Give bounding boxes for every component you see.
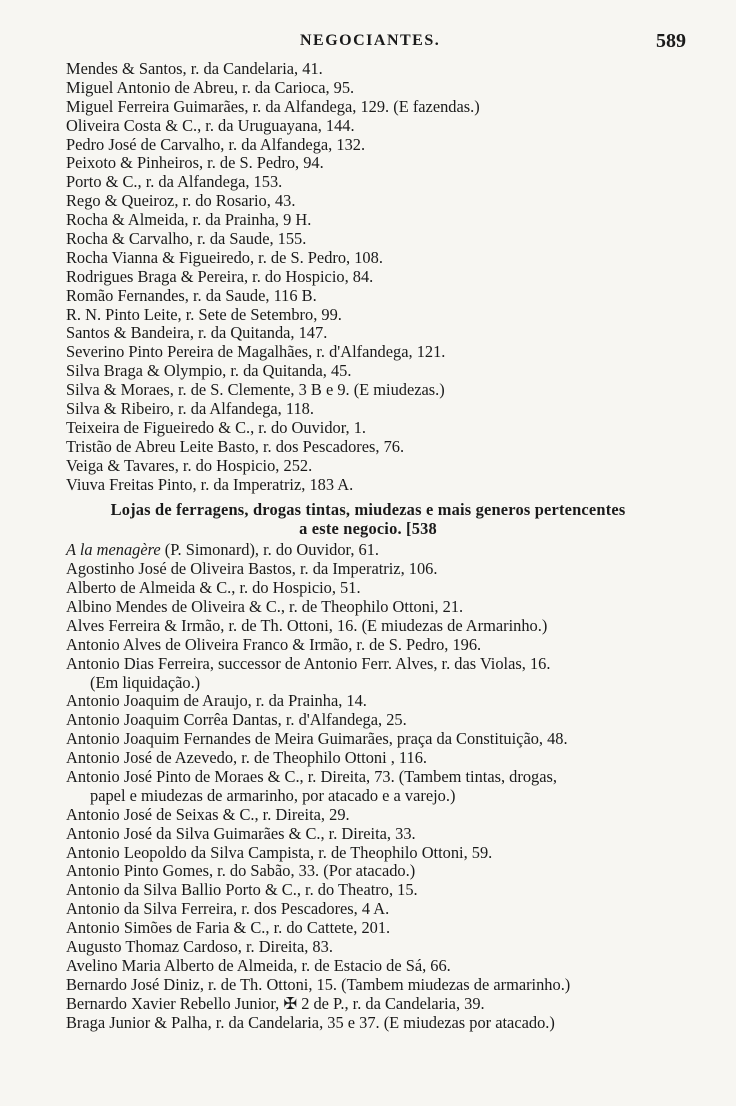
list-item: Antonio Joaquim de Araujo, r. da Prainha, 14. <box>66 691 367 711</box>
list-item: Antonio Joaquim Corrêa Dantas, r. d'Alfandega, 25. <box>66 710 407 730</box>
list-item: Antonio Pinto Gomes, r. do Sabão, 33. (Por atacado.) <box>66 861 416 881</box>
list-item: Rodrigues Braga & Pereira, r. do Hospicio, 84. <box>66 266 374 286</box>
list-item: Pedro José de Carvalho, r. da Alfandega, 132. <box>66 134 366 154</box>
list-item: Antonio José de Azevedo, r. de Theophilo Ottoni , 116. <box>66 748 428 768</box>
list-item: R. N. Pinto Leite, r. Sete de Setembro, 99. <box>66 304 342 324</box>
shop-name-italic: A la menagère <box>66 540 161 560</box>
list-item: Antonio Alves de Oliveira Franco & Irmão, r. de S. Pedro, 196. <box>66 634 482 654</box>
list-item: Rocha & Carvalho, r. da Saude, 155. <box>66 229 307 249</box>
list-item: Antonio Simões de Faria & C., r. do Cattete, 201. <box>66 918 391 938</box>
list-item: Albino Mendes de Oliveira & C., r. de Theophilo Ottoni, 21. <box>66 596 464 616</box>
list-item-continuation: (Em liquidação.) <box>90 672 201 692</box>
list-item: Silva & Moraes, r. de S. Clemente, 3 B e 9. (E miudezas.) <box>66 380 445 400</box>
list-item: Oliveira Costa & C., r. da Uruguayana, 144. <box>66 115 355 135</box>
list-item: Miguel Antonio de Abreu, r. da Carioca, 95. <box>66 77 355 97</box>
list-item: Antonio José de Seixas & C., r. Direita, 29. <box>66 804 350 824</box>
list-item: Silva & Ribeiro, r. da Alfandega, 118. <box>66 399 314 419</box>
section-heading-cont: a este negocio. [538 <box>299 519 437 539</box>
list-item: Agostinho José de Oliveira Bastos, r. da Imperatriz, 106. <box>66 559 438 579</box>
list-item: Alberto de Almeida & C., r. do Hospicio, 51. <box>66 578 361 598</box>
list-item: Severino Pinto Pereira de Magalhães, r. d'Alfandega, 121. <box>66 342 446 362</box>
running-title: NEGOCIANTES. <box>300 32 441 49</box>
list-item: Antonio José Pinto de Moraes & C., r. Direita, 73. (Tambem tintas, drogas, <box>66 766 557 786</box>
list-item: Alves Ferreira & Irmão, r. de Th. Ottoni, 16. (E miudezas de Armarinho.) <box>66 615 548 635</box>
list-item: Rocha & Almeida, r. da Prainha, 9 H. <box>66 210 312 230</box>
list-item: Antonio Dias Ferreira, successor de Antonio Ferr. Alves, r. das Violas, 16. <box>66 653 551 673</box>
list-item: Antonio da Silva Ballio Porto & C., r. do Theatro, 15. <box>66 880 418 900</box>
hardware-store-list <box>0 541 736 1032</box>
list-item: Tristão de Abreu Leite Basto, r. dos Pescadores, 76. <box>66 436 405 456</box>
list-item-continuation: papel e miudezas de armarinho, por atacado e a varejo.) <box>90 785 456 805</box>
page-number: 589 <box>656 30 686 52</box>
list-item <box>0 541 736 560</box>
list-item: Braga Junior & Palha, r. da Candelaria, 35 e 37. (E miudezas por atacado.) <box>66 1012 555 1032</box>
list-item: Bernardo José Diniz, r. de Th. Ottoni, 15. (Tambem miudezas de armarinho.) <box>66 974 571 994</box>
list-item: Porto & C., r. da Alfandega, 153. <box>66 172 283 192</box>
list-item: Antonio Leopoldo da Silva Campista, r. de Theophilo Ottoni, 59. <box>66 842 493 862</box>
list-item: Santos & Bandeira, r. da Quitanda, 147. <box>66 323 328 343</box>
list-item: Silva Braga & Olympio, r. da Quitanda, 45. <box>66 361 352 381</box>
list-item: Rego & Queiroz, r. do Rosario, 43. <box>66 191 296 211</box>
list-item: Antonio Joaquim Fernandes de Meira Guimarães, praça da Constituição, 48. <box>66 729 568 749</box>
list-item: Peixoto & Pinheiros, r. de S. Pedro, 94. <box>66 153 324 173</box>
list-item: Mendes & Santos, r. da Candelaria, 41. <box>66 59 323 78</box>
section-heading: Lojas de ferragens, drogas tintas, miudezas e mais generos pertencentes <box>110 500 626 520</box>
list-item: Avelino Maria Alberto de Almeida, r. de Estacio de Sá, 66. <box>66 955 451 975</box>
merchant-list <box>0 60 736 1032</box>
list-item: Veiga & Tavares, r. do Hospicio, 252. <box>66 455 313 475</box>
list-item: Antonio da Silva Ferreira, r. dos Pescadores, 4 A. <box>66 899 390 919</box>
list-item: Miguel Ferreira Guimarães, r. da Alfandega, 129. (E fazendas.) <box>66 96 480 116</box>
shop-details: (P. Simonard), r. do Ouvidor, 61. <box>160 540 380 560</box>
page-header <box>0 30 736 54</box>
list-item: Rocha Vianna & Figueiredo, r. de S. Pedro, 108. <box>66 247 383 267</box>
list-item: Romão Fernandes, r. da Saude, 116 B. <box>66 285 317 305</box>
list-item: Augusto Thomaz Cardoso, r. Direita, 83. <box>66 936 333 956</box>
list-item: Teixeira de Figueiredo & C., r. do Ouvidor, 1. <box>66 417 366 437</box>
list-item: Viuva Freitas Pinto, r. da Imperatriz, 183 A. <box>66 474 354 494</box>
list-item: Bernardo Xavier Rebello Junior, ✠ 2 de P., r. da Candelaria, 39. <box>66 993 485 1013</box>
list-item: Antonio José da Silva Guimarães & C., r. Direita, 33. <box>66 823 416 843</box>
